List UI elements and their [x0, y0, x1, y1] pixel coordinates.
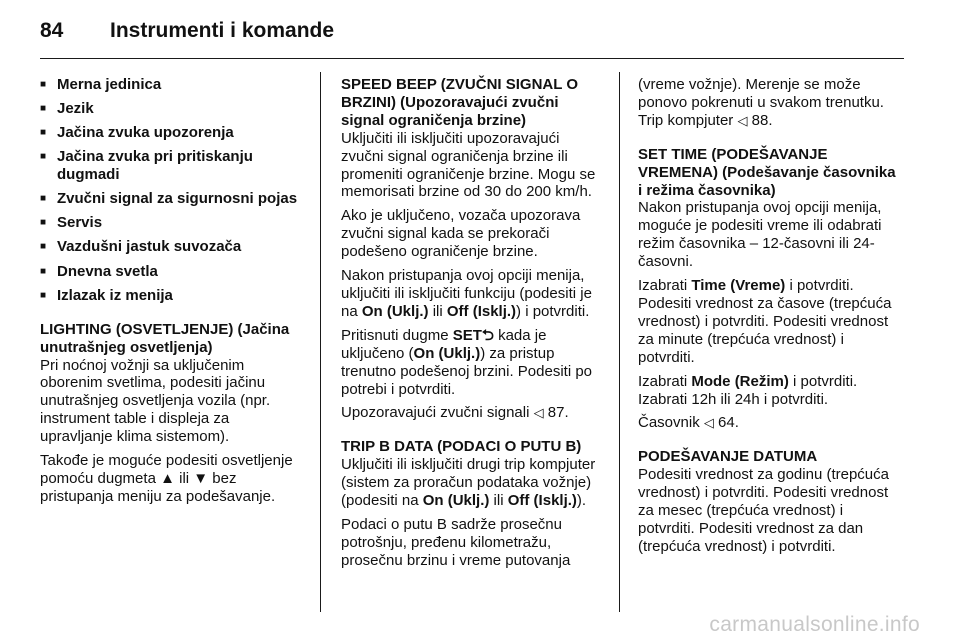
column-3 — [638, 76, 903, 562]
page-number: 84 — [40, 19, 64, 42]
list-item: ■ Jezik — [40, 100, 305, 118]
set-time-paragraph-1: Nakon pristupanja ovoj opciji menija, moguće je podesiti vreme ili odabrati režim časovnika – 12-časovni ili 24-časovni. — [638, 199, 882, 271]
page-reference-icon: ◁ — [533, 405, 544, 421]
column-1 — [40, 76, 305, 512]
speed-beep-paragraph-4: Pritisnuti dugme SET⮌ kada je uključeno (On (Uklj.)) za pristup trenutno podešenoj brzini. Podesiti po potrebi i potvrditi. — [341, 326, 593, 398]
column-2 — [341, 76, 606, 576]
list-item: ■ Izlazak iz menija — [40, 287, 305, 305]
set-time-paragraph-2: Izabrati Time (Vreme) i potvrditi. Podesiti vrednost za časove (trepćuća vrednost) i potvrditi. Podesiti vrednost za minute (trepćuća vrednost) i potvrditi. — [638, 277, 892, 366]
list-item: ■ Servis — [40, 214, 305, 232]
set-time-paragraph-4: Časovnik ◁ 64. — [638, 414, 739, 432]
trip-b-title: TRIP B DATA (PODACI O PUTU B) — [341, 438, 582, 456]
speed-beep-title: SPEED BEEP (ZVUČNI SIGNAL O BRZINI) (Upozoravajući zvučni signal ograničenja brzine) — [341, 76, 578, 129]
speed-beep-paragraph-5: Upozoravajući zvučni signali ◁ 87. — [341, 404, 569, 422]
page-reference-icon: ◁ — [703, 415, 714, 431]
page-header — [40, 14, 334, 48]
date-paragraph-1: Podesiti vrednost za godinu (trepćuća vrednost) i potvrditi. Podesiti vrednost za mesec (trepćuća vrednost) i potvrditi. Podesiti vrednost za dan (trepćuća vrednost) i potvrditi. — [638, 466, 889, 555]
page-reference-icon: ◁ — [737, 112, 748, 128]
column-divider-1 — [320, 72, 321, 612]
set-time-title: SET TIME (PODEŠAVANJE VREMENA) (Podešavanje časovnika i režima časovnika) — [638, 145, 896, 199]
spacer — [638, 438, 903, 448]
date-title: PODEŠAVANJE DATUMA — [638, 448, 818, 466]
arrow-up-icon: ▲ — [160, 470, 175, 487]
list-item: ■ Dnevna svetla — [40, 263, 305, 281]
lighting-paragraph-1: Pri noćnoj vožnji sa uključenim oborenim svetlima, podesiti jačinu unutrašnjeg osvetljenja vozila (npr. instrument table i displeja za upravljanje klima sistemom). — [40, 356, 271, 446]
spacer — [40, 311, 305, 321]
list-item: ■ Merna jedinica — [40, 76, 305, 94]
set-return-icon: ⮌ — [481, 326, 494, 344]
list-item: ■ Jačina zvuka upozorenja — [40, 124, 305, 142]
speed-beep-paragraph-3: Nakon pristupanja ovoj opciji menija, uključiti ili isključiti funkciju (podesiti je na On (Uklj.) ili Off (Isklj.)) i potvrditi. — [341, 267, 592, 320]
list-item: ■ Jačina zvuka pri pritiskanju dugmadi — [40, 148, 305, 184]
lighting-paragraph-2: Takođe je moguće podesiti osvetljenje pomoću dugmeta ▲ ili ▼ bez pristupanja meniju za podešavanje. — [40, 452, 293, 505]
trip-b-paragraph-2: Podaci o putu B sadrže prosečnu potrošnju, pređenu kilometražu, prosečnu brzinu i vreme putovanja — [341, 515, 571, 569]
list-item: ■ Zvučni signal za sigurnosni pojas — [40, 190, 305, 208]
set-time-paragraph-3: Izabrati Mode (Režim) i potvrditi. Izabrati 12h ili 24h i potvrditi. — [638, 372, 858, 408]
lighting-title: LIGHTING (OSVETLJENJE) (Jačina unutrašnjeg osvetljenja) — [40, 320, 290, 356]
speed-beep-paragraph-2: Ako je uključeno, vozača upozorava zvučni signal kada se prekorači podešeno ograničenje brzine. — [341, 207, 581, 261]
speed-beep-paragraph-1: Uključiti ili isključiti upozoravajući zvučni signal ograničenja brzine ili promeniti ograničenje brzine. Mogu se memorisati brzine od 30 do 200 km/h. — [341, 129, 596, 201]
spacer — [341, 428, 606, 438]
column-divider-2 — [619, 72, 620, 612]
list-item: ■ Vazdušni jastuk suvozača — [40, 238, 305, 256]
trip-b-continued: (vreme vožnje). Merenje se može ponovo pokrenuti u svakom trenutku. Trip kompjuter ◁ 88. — [638, 76, 884, 129]
menu-options-list — [40, 76, 305, 305]
trip-b-paragraph-1: Uključiti ili isključiti drugi trip kompjuter (sistem za proračun podataka vožnje) (podesiti na On (Uklj.) ili Off (Isklj.)). — [341, 456, 596, 510]
header-divider — [40, 58, 904, 59]
arrow-down-icon: ▼ — [193, 470, 209, 487]
chapter-title: Instrumenti i komande — [110, 19, 335, 42]
watermark: carmanualsonline.info — [709, 613, 920, 636]
spacer — [638, 136, 903, 146]
